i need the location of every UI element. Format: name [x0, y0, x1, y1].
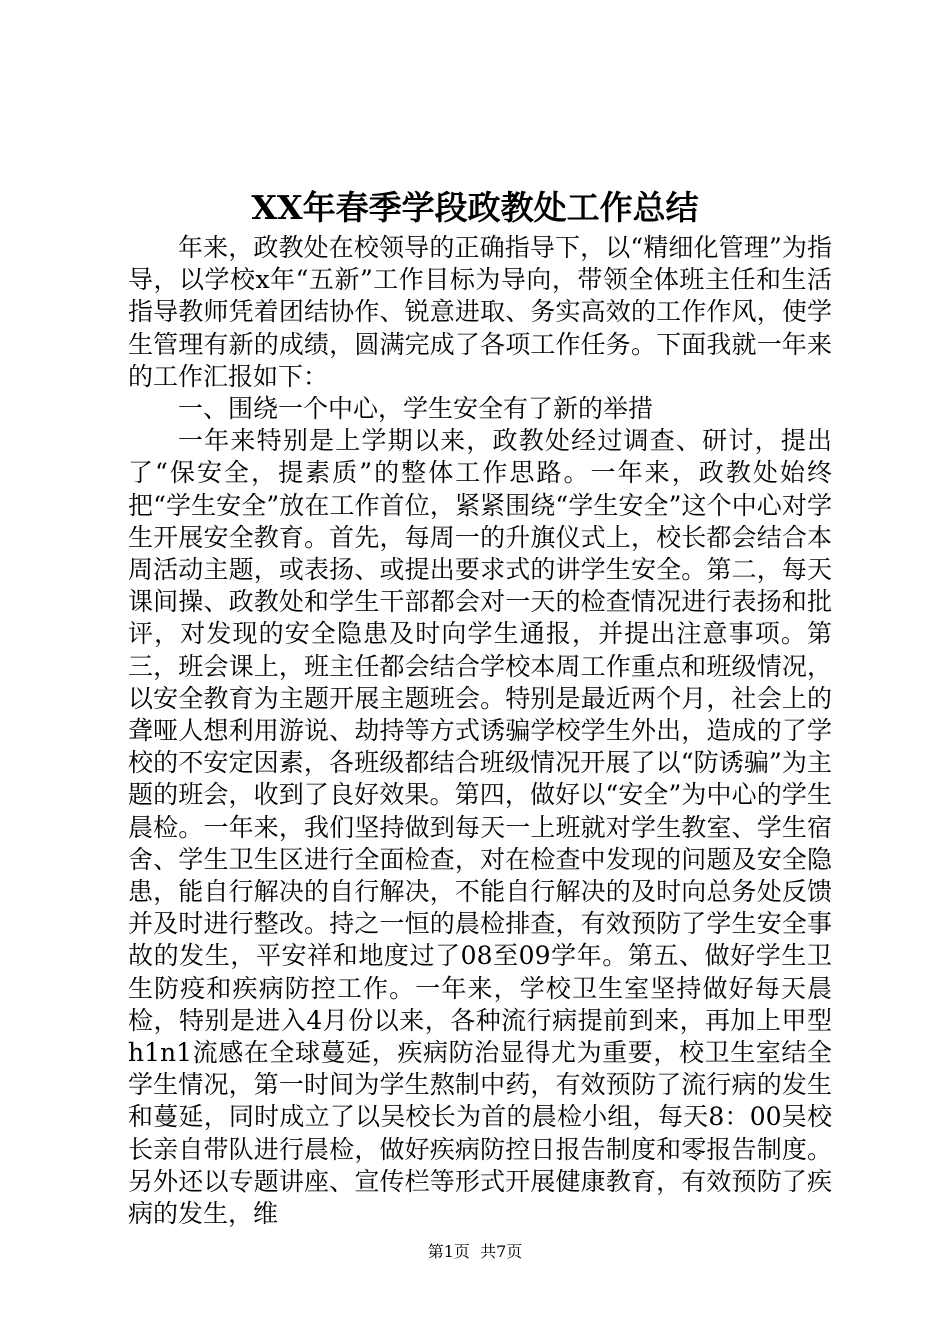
page-footer: 第1页 共7页	[427, 1242, 523, 1261]
paragraph-intro: 年来，政教处在校领导的正确指导下，以“精细化管理”为指导，以学校x年“五新”工作目标为导向，带领全体班主任和生活指导教师凭着团结协作、锐意进取、务实高效的工作作风，使学生管理有新的成绩，圆满完成了各项工作任务。下面我就一年来的工作汇报如下：	[128, 233, 832, 391]
paragraph-safety: 一年来特别是上学期以来，政教处经过调查、研讨，提出了“保安全，提素质”的整体工作思路。一年来，政教处始终把“学生安全”放在工作首位，紧紧围绕“学生安全”这个中心对学生开展安全教育。首先，每周一的升旗仪式上，校长都会结合本周活动主题，或表扬、或提出要求式的讲学生安全。第二，每天课间操、政教处和学生干部都会对一天的检查情况进行表扬和批评，对发现的安全隐患及时向学生通报，并提出注意事项。第三，班会课上，班主任都会结合学校本周工作重点和班级情况，以安全教育为主题开展主题班会。特别是最近两个月，社会上的聋哑人想利用游说、劫持等方式诱骗学校学生外出，造成的了学校的不安定因素，各班级都结合班级情况开展了以“防诱骗”为主题的班会，收到了良好效果。第四，做好以“安全”为中心的学生晨检。一年来，我们坚持做到每天一上班就对学生教室、学生宿舍、学生卫生区进行全面检查，对在检查中发现的问题及安全隐患，能自行解决的自行解决，不能自行解决的及时向总务处反馈并及时进行整改。持之一恒的晨检排查，有效预防了学生安全事故的发生，平安祥和地度过了08至09学年。第五、做好学生卫生防疫和疾病防控工作。一年来，学校卫生室坚持做好每天晨检，特别是进入4月份以来，各种流行病提前到来，再加上甲型h1n1流感在全球蔓延，疾病防治显得尤为重要，校卫生室结全学生情况，第一时间为学生熬制中药，有效预防了流行病的发生和蔓延，同时成立了以吴校长为首的晨检小组，每天8：00吴校长亲自带队进行晨检，做好疾病防控日报告制度和零报告制度。另外还以专题讲座、宣传栏等形式开展健康教育，有效预防了疾病的发生，维	[128, 426, 832, 1229]
section-heading: 一、围绕一个中心，学生安全有了新的举措	[178, 394, 654, 424]
document-body	[128, 232, 832, 1230]
document-title: XX年春季学段政教处工作总结	[251, 188, 699, 227]
